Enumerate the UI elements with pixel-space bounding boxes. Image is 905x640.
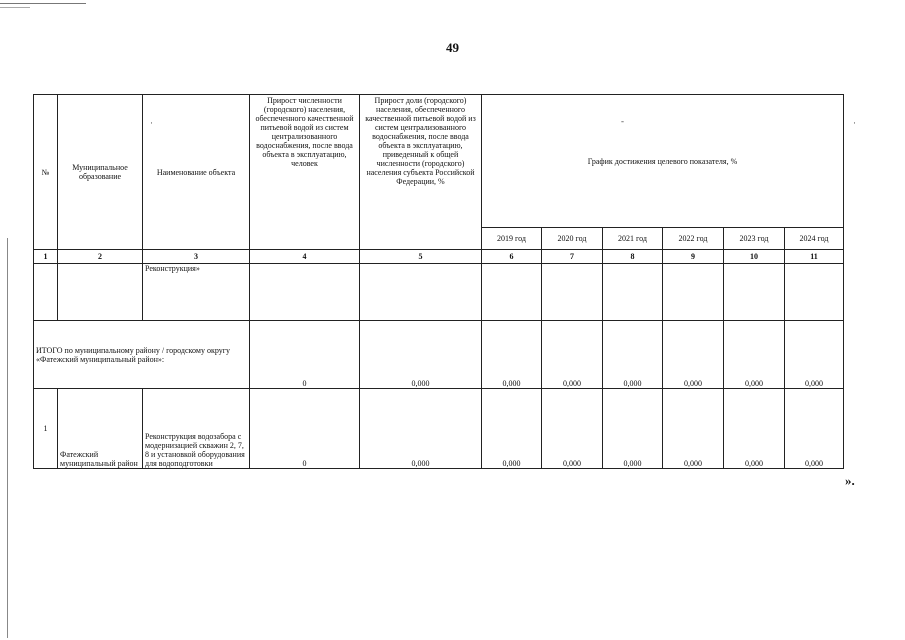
total-year-value: 0,000 bbox=[785, 321, 844, 389]
column-number: 5 bbox=[360, 250, 482, 264]
header-year: 2022 год bbox=[663, 228, 724, 250]
header-share-growth: Прирост доли (городского) населения, обеспеченного качественной питьевой водой из систем централизованного водоснабжения, после ввода объекта в эксплуатацию, приведенный к общей численности (городского) населения субъекта Российской Федерации, % bbox=[360, 95, 482, 250]
column-number: 1 bbox=[34, 250, 58, 264]
year-value-cell: 0,000 bbox=[663, 389, 724, 469]
header-number: № bbox=[34, 95, 58, 250]
column-number-row bbox=[34, 250, 844, 264]
total-label: ИТОГО по муниципальному району / городскому округу «Фатежский муниципальный район»: bbox=[34, 321, 250, 389]
header-year: 2024 год bbox=[785, 228, 844, 250]
header-row bbox=[34, 95, 844, 228]
column-number: 3 bbox=[143, 250, 250, 264]
table-cell bbox=[603, 264, 663, 321]
scan-speck: · bbox=[150, 118, 153, 128]
table-cell bbox=[360, 264, 482, 321]
column-number: 4 bbox=[250, 250, 360, 264]
header-year: 2020 год bbox=[542, 228, 603, 250]
population-growth-cell: 0 bbox=[250, 389, 360, 469]
table-cell bbox=[785, 264, 844, 321]
header-year: 2023 год bbox=[724, 228, 785, 250]
year-value-cell: 0,000 bbox=[542, 389, 603, 469]
scan-speck: · bbox=[853, 118, 856, 128]
total-population-growth: 0 bbox=[250, 321, 360, 389]
header-municipality: Муниципальное образование bbox=[58, 95, 143, 250]
continuation-row bbox=[34, 264, 844, 321]
header-year: 2019 год bbox=[482, 228, 542, 250]
object-name-cell: Реконструкция водозабора с модернизацией скважин 2, 7, 8 и установкой оборудования для водоподготовки bbox=[143, 389, 250, 469]
header-object-name: Наименование объекта bbox=[143, 95, 250, 250]
table-cell bbox=[58, 264, 143, 321]
column-number: 9 bbox=[663, 250, 724, 264]
page-number: 49 bbox=[446, 40, 459, 55]
share-growth-cell: 0,000 bbox=[360, 389, 482, 469]
scan-corner-line bbox=[0, 3, 86, 4]
column-number: 2 bbox=[58, 250, 143, 264]
year-value-cell: 0,000 bbox=[724, 389, 785, 469]
scan-left-edge-line bbox=[7, 238, 8, 638]
target-indicator-table bbox=[33, 94, 844, 469]
total-year-value: 0,000 bbox=[724, 321, 785, 389]
header-schedule: График достижения целевого показателя, % bbox=[482, 95, 844, 228]
column-number: 6 bbox=[482, 250, 542, 264]
total-share-growth: 0,000 bbox=[360, 321, 482, 389]
table-cell bbox=[250, 264, 360, 321]
year-value-cell: 0,000 bbox=[603, 389, 663, 469]
total-year-value: 0,000 bbox=[663, 321, 724, 389]
total-year-value: 0,000 bbox=[542, 321, 603, 389]
header-year: 2021 год bbox=[603, 228, 663, 250]
table-cell bbox=[34, 264, 58, 321]
column-number: 7 bbox=[542, 250, 603, 264]
total-year-value: 0,000 bbox=[603, 321, 663, 389]
column-number: 10 bbox=[724, 250, 785, 264]
column-number: 11 bbox=[785, 250, 844, 264]
object-name-cell: Реконструкция» bbox=[143, 264, 250, 321]
header-population-growth: Прирост численности (городского) населения, обеспеченного качественной питьевой водой из систем централизованного водоснабжения, после ввода объекта в эксплуатацию, человек bbox=[250, 95, 360, 250]
year-value-cell: 0,000 bbox=[785, 389, 844, 469]
table-cell bbox=[663, 264, 724, 321]
scan-speck: - bbox=[621, 116, 624, 126]
year-value-cell: 0,000 bbox=[482, 389, 542, 469]
table-row bbox=[34, 389, 844, 469]
row-number: 1 bbox=[34, 389, 58, 469]
total-year-value: 0,000 bbox=[482, 321, 542, 389]
municipality-cell: Фатежский муниципальный район bbox=[58, 389, 143, 469]
table-cell bbox=[724, 264, 785, 321]
table-cell bbox=[482, 264, 542, 321]
scan-corner-line-short bbox=[0, 7, 30, 8]
closing-quote: ». bbox=[845, 473, 855, 488]
column-number: 8 bbox=[603, 250, 663, 264]
table-cell bbox=[542, 264, 603, 321]
total-row bbox=[34, 321, 844, 389]
